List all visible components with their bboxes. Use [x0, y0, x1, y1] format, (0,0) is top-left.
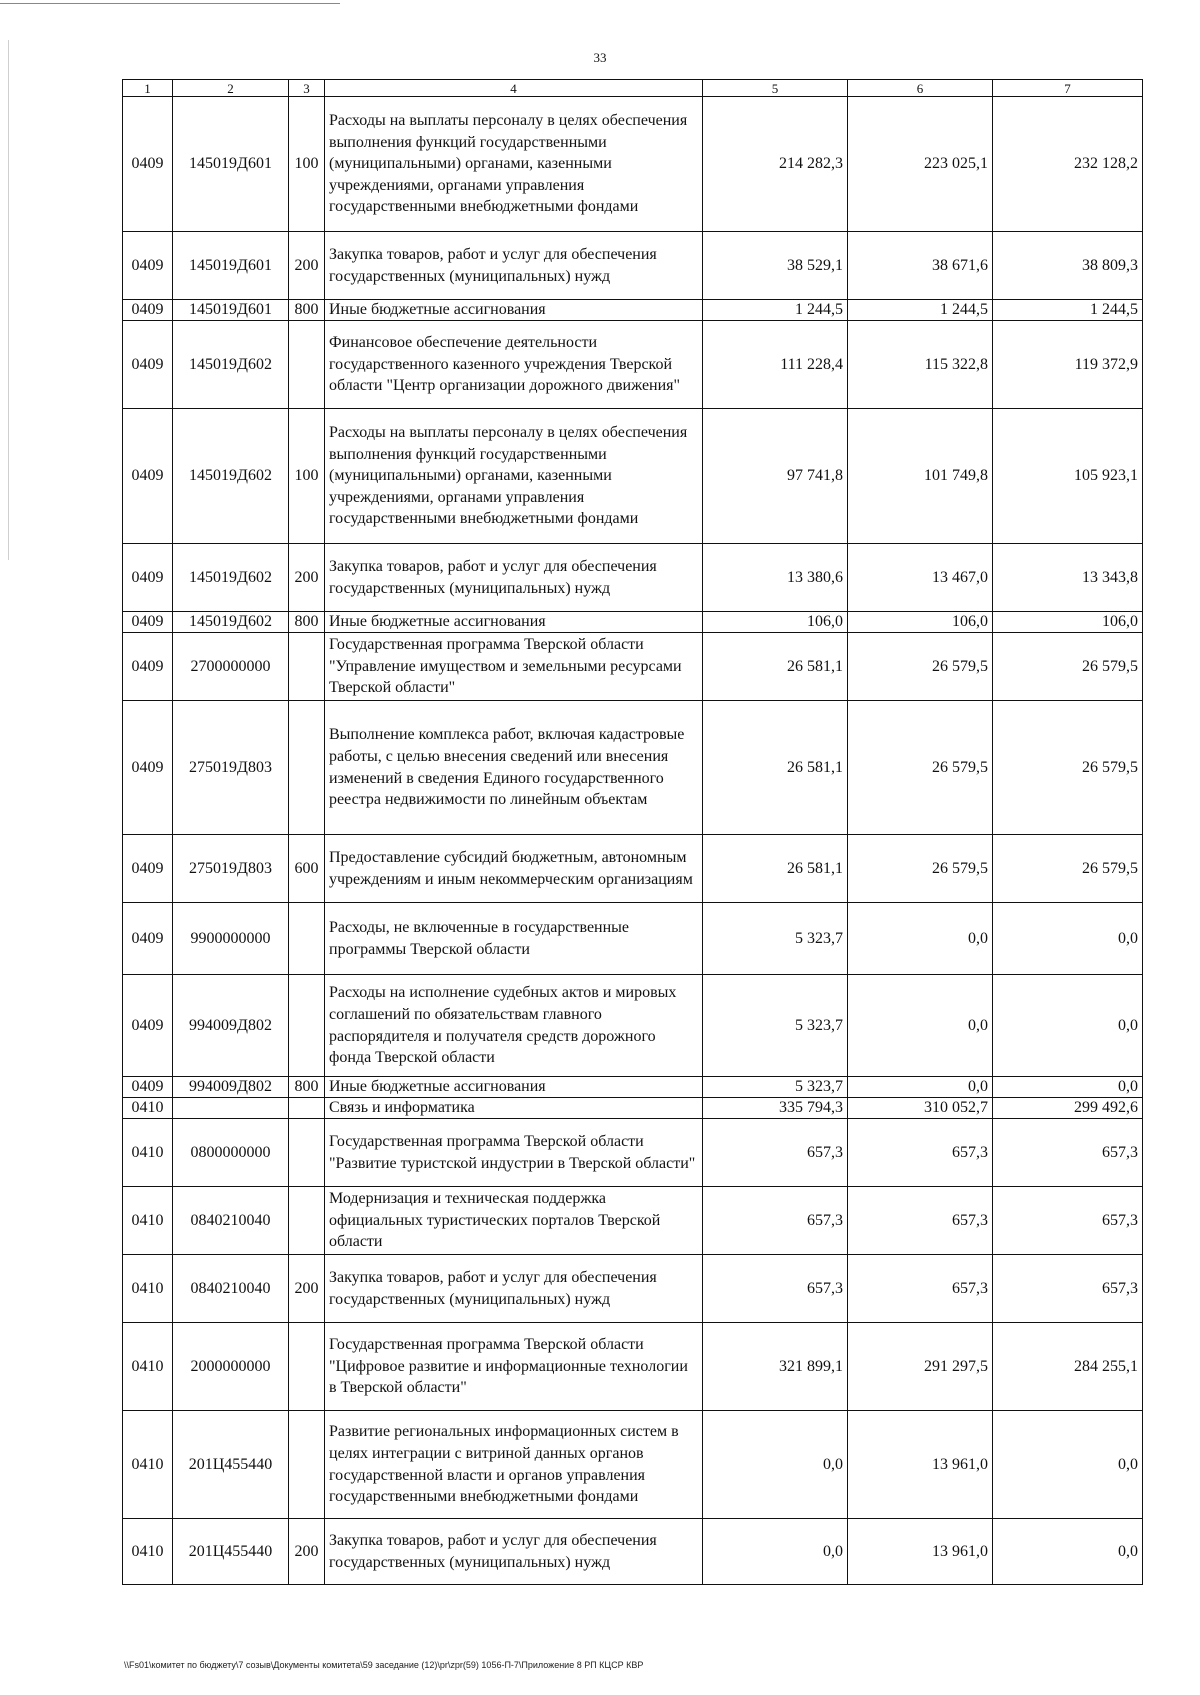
amount-col6: 0,0: [848, 1077, 993, 1098]
amount-col6: 115 322,8: [848, 321, 993, 409]
item-name: Расходы на выплаты персоналу в целях обеспечения выполнения функций государственными (муниципальными) органами, казенными учреждениями, органами управления государственными внебюджетными фондами: [325, 409, 703, 544]
amount-col5: 38 529,1: [703, 232, 848, 300]
amount-col7: 26 579,5: [993, 633, 1143, 701]
item-name: Выполнение комплекса работ, включая кадастровые работы, с целью внесения сведений или внесения изменений в сведения Единого государственного реестра недвижимости по линейным объектам: [325, 701, 703, 835]
column-number: 7: [993, 80, 1143, 97]
amount-col6: 26 579,5: [848, 701, 993, 835]
amount-col6: 13 961,0: [848, 1519, 993, 1585]
amount-col7: 0,0: [993, 1519, 1143, 1585]
section-code: 0409: [123, 835, 173, 903]
expense-type-code: 600: [289, 835, 325, 903]
expense-type-code: 100: [289, 97, 325, 232]
amount-col7: 1 244,5: [993, 300, 1143, 321]
expense-type-code: 200: [289, 544, 325, 612]
expense-type-code: [289, 321, 325, 409]
amount-col7: 657,3: [993, 1187, 1143, 1255]
table-row: [123, 1411, 1143, 1519]
amount-col6: 106,0: [848, 612, 993, 633]
target-article-code: 145019Д602: [173, 321, 289, 409]
amount-col7: 0,0: [993, 1077, 1143, 1098]
target-article-code: 0840210040: [173, 1255, 289, 1323]
table-row: [123, 633, 1143, 701]
amount-col7: 105 923,1: [993, 409, 1143, 544]
expense-type-code: [289, 1098, 325, 1119]
amount-col5: 0,0: [703, 1519, 848, 1585]
expense-type-code: 200: [289, 232, 325, 300]
item-name: Иные бюджетные ассигнования: [325, 300, 703, 321]
amount-col6: 101 749,8: [848, 409, 993, 544]
item-name: Развитие региональных информационных систем в целях интеграции с витриной данных органов государственной власти и органов управления государственными внебюджетными фондами: [325, 1411, 703, 1519]
amount-col5: 0,0: [703, 1411, 848, 1519]
expense-type-code: [289, 1187, 325, 1255]
amount-col6: 291 297,5: [848, 1323, 993, 1411]
scan-artifact-line: [0, 3, 340, 4]
item-name: Модернизация и техническая поддержка официальных туристических порталов Тверской области: [325, 1187, 703, 1255]
section-code: 0409: [123, 903, 173, 975]
expense-type-code: [289, 903, 325, 975]
section-code: 0410: [123, 1187, 173, 1255]
amount-col7: 38 809,3: [993, 232, 1143, 300]
amount-col5: 5 323,7: [703, 975, 848, 1077]
table-row: [123, 409, 1143, 544]
amount-col6: 13 467,0: [848, 544, 993, 612]
amount-col6: 38 671,6: [848, 232, 993, 300]
section-code: 0410: [123, 1098, 173, 1119]
column-number-row: [123, 80, 1143, 97]
table-row: [123, 835, 1143, 903]
amount-col5: 1 244,5: [703, 300, 848, 321]
table-row: [123, 903, 1143, 975]
expense-type-code: 200: [289, 1519, 325, 1585]
section-code: 0409: [123, 701, 173, 835]
item-name: Закупка товаров, работ и услуг для обеспечения государственных (муниципальных) нужд: [325, 1255, 703, 1323]
item-name: Государственная программа Тверской области "Цифровое развитие и информационные технологии в Тверской области": [325, 1323, 703, 1411]
item-name: Закупка товаров, работ и услуг для обеспечения государственных (муниципальных) нужд: [325, 232, 703, 300]
item-name: Предоставление субсидий бюджетным, автономным учреждениям и иным некоммерческим организациям: [325, 835, 703, 903]
expense-type-code: 800: [289, 1077, 325, 1098]
target-article-code: 201Ц455440: [173, 1519, 289, 1585]
section-code: 0409: [123, 633, 173, 701]
target-article-code: 145019Д602: [173, 409, 289, 544]
target-article-code: 275019Д803: [173, 835, 289, 903]
expense-type-code: 800: [289, 612, 325, 633]
amount-col7: 232 128,2: [993, 97, 1143, 232]
item-name: Расходы на выплаты персоналу в целях обеспечения выполнения функций государственными (муниципальными) органами, казенными учреждениями, органами управления государственными внебюджетными фондами: [325, 97, 703, 232]
table-row: [123, 1119, 1143, 1187]
amount-col7: 0,0: [993, 1411, 1143, 1519]
table-row: [123, 1187, 1143, 1255]
table-row: [123, 1519, 1143, 1585]
table-row: [123, 1077, 1143, 1098]
target-article-code: 145019Д601: [173, 97, 289, 232]
amount-col5: 26 581,1: [703, 835, 848, 903]
section-code: 0409: [123, 97, 173, 232]
expense-type-code: 800: [289, 300, 325, 321]
expense-type-code: [289, 633, 325, 701]
item-name: Иные бюджетные ассигнования: [325, 612, 703, 633]
item-name: Иные бюджетные ассигнования: [325, 1077, 703, 1098]
target-article-code: [173, 1098, 289, 1119]
section-code: 0410: [123, 1119, 173, 1187]
target-article-code: 275019Д803: [173, 701, 289, 835]
item-name: Связь и информатика: [325, 1098, 703, 1119]
column-number: 1: [123, 80, 173, 97]
section-code: 0409: [123, 409, 173, 544]
amount-col6: 223 025,1: [848, 97, 993, 232]
table-row: [123, 321, 1143, 409]
section-code: 0409: [123, 544, 173, 612]
amount-col5: 657,3: [703, 1187, 848, 1255]
table-row: [123, 232, 1143, 300]
table-row: [123, 300, 1143, 321]
expense-type-code: 100: [289, 409, 325, 544]
table-row: [123, 97, 1143, 232]
item-name: Расходы на исполнение судебных актов и мировых соглашений по обязательствам главного распорядителя и получателя средств дорожного фонда Тверской области: [325, 975, 703, 1077]
amount-col5: 5 323,7: [703, 1077, 848, 1098]
target-article-code: 0800000000: [173, 1119, 289, 1187]
target-article-code: 145019Д601: [173, 232, 289, 300]
amount-col5: 13 380,6: [703, 544, 848, 612]
target-article-code: 145019Д602: [173, 612, 289, 633]
scan-artifact-edge: [8, 40, 9, 560]
item-name: Закупка товаров, работ и услуг для обеспечения государственных (муниципальных) нужд: [325, 544, 703, 612]
target-article-code: 201Ц455440: [173, 1411, 289, 1519]
amount-col7: 299 492,6: [993, 1098, 1143, 1119]
amount-col6: 310 052,7: [848, 1098, 993, 1119]
target-article-code: 994009Д802: [173, 975, 289, 1077]
section-code: 0409: [123, 300, 173, 321]
section-code: 0410: [123, 1411, 173, 1519]
target-article-code: 2700000000: [173, 633, 289, 701]
amount-col6: 657,3: [848, 1119, 993, 1187]
expense-type-code: [289, 1411, 325, 1519]
table-row: [123, 1323, 1143, 1411]
table-row: [123, 544, 1143, 612]
amount-col6: 657,3: [848, 1255, 993, 1323]
amount-col7: 119 372,9: [993, 321, 1143, 409]
amount-col7: 284 255,1: [993, 1323, 1143, 1411]
amount-col5: 26 581,1: [703, 633, 848, 701]
column-number: 3: [289, 80, 325, 97]
column-number: 5: [703, 80, 848, 97]
section-code: 0410: [123, 1323, 173, 1411]
column-number: 6: [848, 80, 993, 97]
amount-col7: 26 579,5: [993, 835, 1143, 903]
item-name: Расходы, не включенные в государственные программы Тверской области: [325, 903, 703, 975]
amount-col7: 26 579,5: [993, 701, 1143, 835]
amount-col6: 0,0: [848, 975, 993, 1077]
table-row: [123, 975, 1143, 1077]
amount-col5: 214 282,3: [703, 97, 848, 232]
item-name: Закупка товаров, работ и услуг для обеспечения государственных (муниципальных) нужд: [325, 1519, 703, 1585]
expense-type-code: [289, 1119, 325, 1187]
amount-col6: 657,3: [848, 1187, 993, 1255]
target-article-code: 2000000000: [173, 1323, 289, 1411]
amount-col6: 1 244,5: [848, 300, 993, 321]
target-article-code: 994009Д802: [173, 1077, 289, 1098]
amount-col5: 5 323,7: [703, 903, 848, 975]
amount-col5: 111 228,4: [703, 321, 848, 409]
section-code: 0410: [123, 1255, 173, 1323]
amount-col7: 106,0: [993, 612, 1143, 633]
amount-col6: 0,0: [848, 903, 993, 975]
table-row: [123, 701, 1143, 835]
amount-col6: 26 579,5: [848, 835, 993, 903]
section-code: 0409: [123, 612, 173, 633]
budget-table: [122, 79, 1143, 1585]
amount-col5: 26 581,1: [703, 701, 848, 835]
amount-col5: 335 794,3: [703, 1098, 848, 1119]
expense-type-code: [289, 701, 325, 835]
amount-col7: 657,3: [993, 1255, 1143, 1323]
section-code: 0409: [123, 321, 173, 409]
section-code: 0410: [123, 1519, 173, 1585]
item-name: Финансовое обеспечение деятельности государственного казенного учреждения Тверской области "Центр организации дорожного движения": [325, 321, 703, 409]
table-row: [123, 1098, 1143, 1119]
amount-col7: 657,3: [993, 1119, 1143, 1187]
amount-col7: 0,0: [993, 903, 1143, 975]
section-code: 0409: [123, 1077, 173, 1098]
expense-type-code: [289, 1323, 325, 1411]
item-name: Государственная программа Тверской области "Управление имуществом и земельными ресурсами Тверской области": [325, 633, 703, 701]
footer-file-path: \\Fs01\комитет по бюджету\7 созыв\Документы комитета\59 заседание (12)\pr\zpr(59) 1056-П-7\Приложение 8 РП КЦСР КВР: [124, 1660, 644, 1670]
amount-col5: 106,0: [703, 612, 848, 633]
column-number: 2: [173, 80, 289, 97]
page-number: 33: [593, 50, 607, 65]
section-code: 0409: [123, 232, 173, 300]
target-article-code: 145019Д601: [173, 300, 289, 321]
expense-type-code: 200: [289, 1255, 325, 1323]
table-row: [123, 612, 1143, 633]
column-number: 4: [325, 80, 703, 97]
amount-col7: 0,0: [993, 975, 1143, 1077]
amount-col5: 321 899,1: [703, 1323, 848, 1411]
target-article-code: 0840210040: [173, 1187, 289, 1255]
table-row: [123, 1255, 1143, 1323]
amount-col6: 13 961,0: [848, 1411, 993, 1519]
target-article-code: 145019Д602: [173, 544, 289, 612]
amount-col7: 13 343,8: [993, 544, 1143, 612]
amount-col5: 97 741,8: [703, 409, 848, 544]
amount-col6: 26 579,5: [848, 633, 993, 701]
target-article-code: 9900000000: [173, 903, 289, 975]
amount-col5: 657,3: [703, 1119, 848, 1187]
item-name: Государственная программа Тверской области "Развитие туристской индустрии в Тверской области": [325, 1119, 703, 1187]
expense-type-code: [289, 975, 325, 1077]
section-code: 0409: [123, 975, 173, 1077]
amount-col5: 657,3: [703, 1255, 848, 1323]
